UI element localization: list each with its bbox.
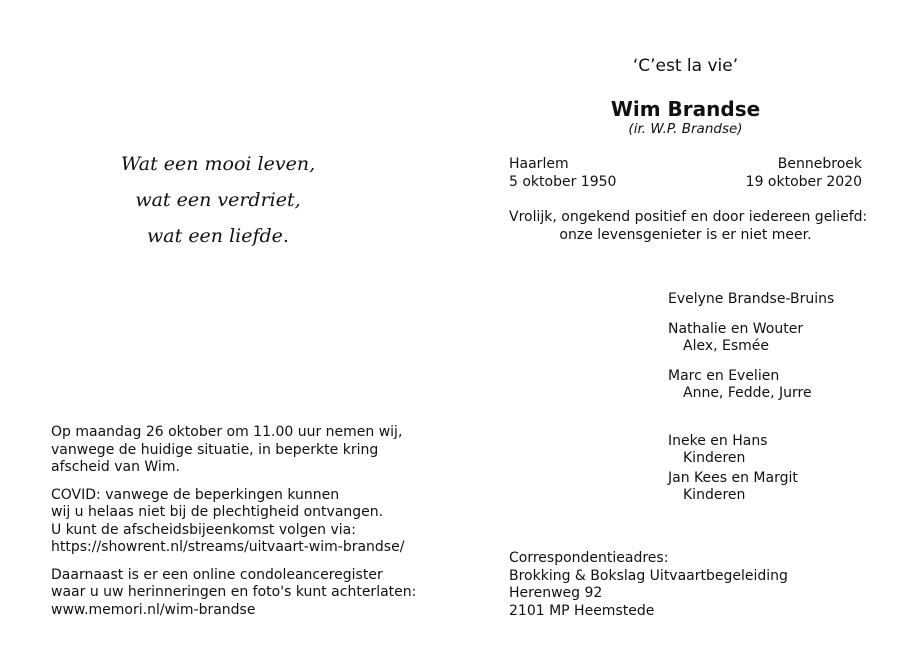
tribute-line: onze levensgenieter is er niet meer.: [559, 226, 812, 243]
life-dates: [509, 156, 862, 191]
poem-line: wat een verdriet,: [135, 189, 301, 211]
deceased-full-name: (ir. W.P. Brandse): [628, 121, 743, 137]
family-parents: Ineke en Hans: [668, 432, 768, 449]
text-line: wij u helaas niet bij de plechtigheid ontvangen.: [51, 504, 384, 520]
ceremony-paragraph: [51, 424, 416, 477]
family-group: [668, 470, 834, 505]
text-line: waar u uw herinneringen en foto's kunt achterlaten:: [51, 584, 417, 600]
tribute: [509, 209, 868, 244]
family-children: Kinderen: [683, 487, 746, 503]
spouse: Evelyne Brandse-Bruins: [668, 291, 835, 307]
motto: ‘C’est la vie’: [632, 56, 739, 76]
poem-line: wat een liefde.: [147, 225, 289, 247]
text-line: Op maandag 26 oktober om 11.00 uur nemen wij,: [51, 424, 403, 440]
covid-paragraph: [51, 487, 416, 557]
family-children: Kinderen: [683, 450, 746, 466]
tribute-line: Vrolijk, ongekend positief en door iedereen geliefd:: [509, 209, 868, 225]
death-date: 19 oktober 2020: [745, 173, 862, 190]
family-group: [668, 433, 834, 468]
text-line: afscheid van Wim.: [51, 459, 180, 475]
condolence-link[interactable]: www.memori.nl/wim-brandse: [51, 601, 256, 618]
announcement: [51, 424, 416, 629]
family-children: Anne, Fedde, Jurre: [683, 385, 812, 401]
family-parents: Marc en Evelien: [668, 367, 780, 384]
family-parents: Nathalie en Wouter: [668, 320, 804, 337]
family-children: Alex, Esmée: [683, 338, 770, 354]
correspondence-address: [509, 550, 788, 620]
birth-place: Haarlem: [509, 156, 569, 172]
text-line: U kunt de afscheidsbijeenkomst volgen via:: [51, 521, 356, 538]
poem: [98, 146, 338, 254]
text-line: Daarnaast is er een online condoleanceregister: [51, 566, 383, 583]
address-line: Herenweg 92: [509, 585, 603, 601]
family-group: [668, 368, 834, 403]
family-parents: Jan Kees en Margit: [668, 469, 798, 486]
death-place: Bennebroek: [777, 156, 862, 172]
family-list: [668, 291, 834, 505]
text-line: COVID: vanwege de beperkingen kunnen: [51, 486, 340, 503]
deceased-name: Wim Brandse: [610, 97, 761, 121]
family-group: [668, 321, 834, 356]
condolence-paragraph: [51, 567, 416, 620]
correspondence-heading: Correspondentieadres:: [509, 550, 669, 566]
stream-link[interactable]: https://showrent.nl/streams/uitvaart-wim-brandse/: [51, 539, 405, 555]
poem-line: Wat een mooi leven,: [120, 153, 316, 175]
address-line: 2101 MP Heemstede: [509, 602, 655, 619]
text-line: vanwege de huidige situatie, in beperkte kring: [51, 441, 379, 458]
birth-date: 5 oktober 1950: [509, 173, 617, 190]
address-line: Brokking & Bokslag Uitvaartbegeleiding: [509, 567, 788, 584]
